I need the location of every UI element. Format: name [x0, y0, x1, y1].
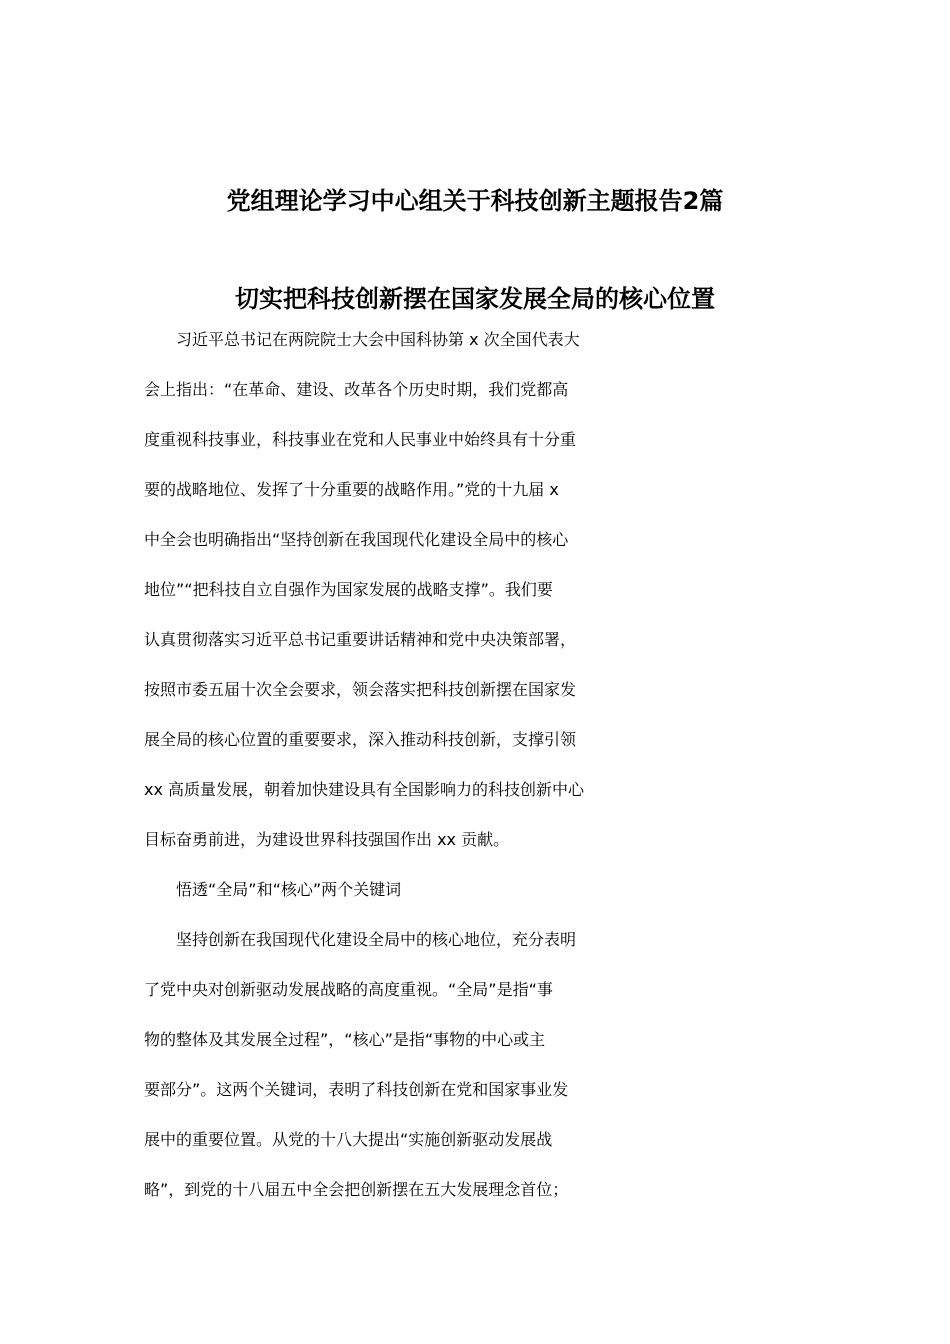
text-line: 坚持创新在我国现代化建设全局中的核心地位，充分表明: [144, 930, 577, 949]
section-title: 切实把科技创新摆在国家发展全局的核心位置: [235, 285, 715, 313]
text-line: 展全局的核心位置的重要要求，深入推动科技创新，支撑引领: [144, 730, 577, 749]
text-line: 度重视科技事业，科技事业在党和人民事业中始终具有十分重: [144, 430, 577, 449]
text-line: 地位”“把科技自立自强作为国家发展的战略支撑”。我们要: [144, 580, 553, 599]
text-line: 要的战略地位、发挥了十分重要的战略作用。”党的十九届 x: [144, 480, 559, 499]
subheading-paragraph: [144, 877, 806, 927]
paragraph-2: [144, 927, 806, 1227]
text-line: 会上指出：“在革命、建设、改革各个历史时期，我们党都高: [144, 380, 569, 399]
document-body: [144, 327, 806, 1227]
document-title: 党组理论学习中心组关于科技创新主题报告2篇: [226, 187, 724, 215]
text-line: 中全会也明确指出“坚持创新在我国现代化建设全局中的核心: [144, 530, 569, 549]
text-line: 习近平总书记在两院院士大会中国科协第 x 次全国代表大: [144, 330, 580, 349]
text-line: 认真贯彻落实习近平总书记重要讲话精神和党中央决策部署，: [144, 630, 577, 649]
text-line: 目标奋勇前进，为建设世界科技强国作出 xx 贡献。: [144, 830, 510, 849]
text-line: 略”，到党的十八届五中全会把创新摆在五大发展理念首位；: [144, 1180, 569, 1199]
text-line: 物的整体及其发展全过程”，“核心”是指“事物的中心或主: [144, 1030, 546, 1049]
text-line: 悟透“全局”和“核心”两个关键词: [144, 880, 402, 899]
text-line: xx 高质量发展，朝着加快建设具有全国影响力的科技创新中心: [144, 780, 585, 799]
paragraph-1: [144, 327, 806, 877]
text-line: 按照市委五届十次全会要求，领会落实把科技创新摆在国家发: [144, 680, 577, 699]
text-line: 要部分”。这两个关键词，表明了科技创新在党和国家事业发: [144, 1080, 569, 1099]
text-line: 了党中央对创新驱动发展战略的高度重视。“全局”是指“事: [144, 980, 553, 999]
text-line: 展中的重要位置。从党的十八大提出“实施创新驱动发展战: [144, 1130, 553, 1149]
